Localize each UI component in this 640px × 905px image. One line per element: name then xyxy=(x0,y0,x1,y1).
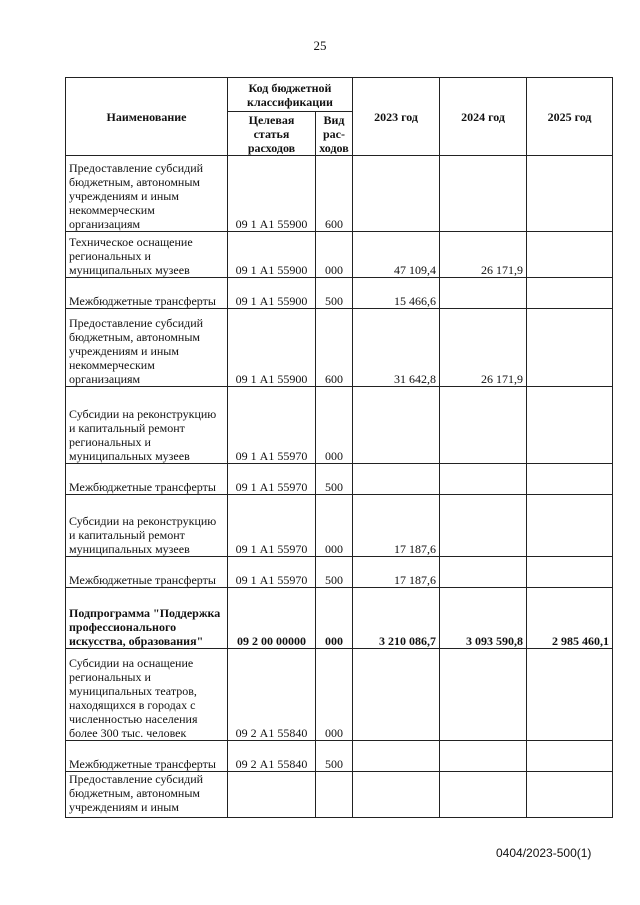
table-row xyxy=(66,649,613,741)
row-2025 xyxy=(527,557,613,588)
row-vid: 000 xyxy=(316,588,353,649)
row-code: 09 1 А1 55970 xyxy=(228,387,316,464)
row-name: Межбюджетные трансферты xyxy=(66,464,228,495)
row-name: Субсидии на оснащение региональных и муниципальных театров, находящихся в городах с численностью населения более 300 тыс. человек xyxy=(66,649,228,741)
row-code: 09 1 А1 55970 xyxy=(228,557,316,588)
row-code xyxy=(228,772,316,818)
row-2023 xyxy=(353,649,440,741)
row-2024 xyxy=(440,387,527,464)
row-code: 09 1 А1 55900 xyxy=(228,156,316,232)
table-row xyxy=(66,309,613,387)
row-name: Межбюджетные трансферты xyxy=(66,557,228,588)
header-expense-type: Вид рас-ходов xyxy=(316,112,353,156)
table-row xyxy=(66,772,613,818)
row-2024: 3 093 590,8 xyxy=(440,588,527,649)
row-code: 09 1 А1 55900 xyxy=(228,232,316,278)
row-vid: 000 xyxy=(316,232,353,278)
row-2025 xyxy=(527,495,613,557)
row-name: Предоставление субсидий бюджетным, автономным учреждениям и иным некоммерческим организациям xyxy=(66,156,228,232)
row-2024 xyxy=(440,741,527,772)
row-2025 xyxy=(527,156,613,232)
table-row xyxy=(66,464,613,495)
row-vid xyxy=(316,772,353,818)
row-name: Межбюджетные трансферты xyxy=(66,278,228,309)
table-row xyxy=(66,495,613,557)
row-vid: 000 xyxy=(316,387,353,464)
budget-table xyxy=(65,77,613,818)
table-row xyxy=(66,232,613,278)
row-name: Межбюджетные трансферты xyxy=(66,741,228,772)
row-code: 09 1 А1 55970 xyxy=(228,495,316,557)
row-vid: 600 xyxy=(316,309,353,387)
header-name: Наименование xyxy=(66,78,228,156)
row-2025 xyxy=(527,464,613,495)
row-2025: 2 985 460,1 xyxy=(527,588,613,649)
row-code: 09 1 А1 55970 xyxy=(228,464,316,495)
table-body xyxy=(66,156,613,818)
table-row xyxy=(66,557,613,588)
row-code: 09 1 А1 55900 xyxy=(228,309,316,387)
row-2024 xyxy=(440,772,527,818)
row-name: Подпрограмма "Поддержка профессионального искусства, образования" xyxy=(66,588,228,649)
row-2025 xyxy=(527,649,613,741)
table-row-subprogram xyxy=(66,588,613,649)
row-2023: 15 466,6 xyxy=(353,278,440,309)
header-2025: 2025 год xyxy=(527,78,613,156)
row-2023 xyxy=(353,772,440,818)
header-kbk: Код бюджетной классификации xyxy=(228,78,353,112)
row-name: Предоставление субсидий бюджетным, автономным учреждениям и иным xyxy=(66,772,228,818)
row-2025 xyxy=(527,278,613,309)
row-2023: 31 642,8 xyxy=(353,309,440,387)
header-target-article: Целевая статья расходов xyxy=(228,112,316,156)
row-name: Субсидии на реконструкцию и капитальный ремонт муниципальных музеев xyxy=(66,495,228,557)
row-vid: 500 xyxy=(316,278,353,309)
row-2025 xyxy=(527,772,613,818)
row-2023: 47 109,4 xyxy=(353,232,440,278)
row-vid: 500 xyxy=(316,464,353,495)
table-row xyxy=(66,156,613,232)
row-2023 xyxy=(353,156,440,232)
row-code: 09 1 А1 55900 xyxy=(228,278,316,309)
row-2024 xyxy=(440,156,527,232)
table-row xyxy=(66,278,613,309)
row-2025 xyxy=(527,309,613,387)
row-2023 xyxy=(353,741,440,772)
row-2025 xyxy=(527,232,613,278)
row-2024 xyxy=(440,278,527,309)
row-vid: 500 xyxy=(316,557,353,588)
row-vid: 500 xyxy=(316,741,353,772)
row-vid: 600 xyxy=(316,156,353,232)
row-2023: 17 187,6 xyxy=(353,495,440,557)
document-code: 0404/2023-500(1) xyxy=(496,846,592,860)
row-2024 xyxy=(440,649,527,741)
row-vid: 000 xyxy=(316,649,353,741)
row-code: 09 2 А1 55840 xyxy=(228,741,316,772)
table-row xyxy=(66,387,613,464)
row-2024 xyxy=(440,464,527,495)
page-number: 25 xyxy=(313,38,327,53)
row-code: 09 2 А1 55840 xyxy=(228,649,316,741)
row-2024 xyxy=(440,557,527,588)
row-code: 09 2 00 00000 xyxy=(228,588,316,649)
row-2023 xyxy=(353,387,440,464)
row-vid: 000 xyxy=(316,495,353,557)
row-2025 xyxy=(527,741,613,772)
row-name: Техническое оснащение региональных и муниципальных музеев xyxy=(66,232,228,278)
row-2023: 17 187,6 xyxy=(353,557,440,588)
row-name: Субсидии на реконструкцию и капитальный ремонт региональных и муниципальных музеев xyxy=(66,387,228,464)
row-2023: 3 210 086,7 xyxy=(353,588,440,649)
row-2023 xyxy=(353,464,440,495)
row-2024 xyxy=(440,495,527,557)
header-2024: 2024 год xyxy=(440,78,527,156)
row-2024: 26 171,9 xyxy=(440,309,527,387)
table-row xyxy=(66,741,613,772)
row-name: Предоставление субсидий бюджетным, автономным учреждениям и иным некоммерческим организациям xyxy=(66,309,228,387)
row-2025 xyxy=(527,387,613,464)
header-2023: 2023 год xyxy=(353,78,440,156)
row-2024: 26 171,9 xyxy=(440,232,527,278)
